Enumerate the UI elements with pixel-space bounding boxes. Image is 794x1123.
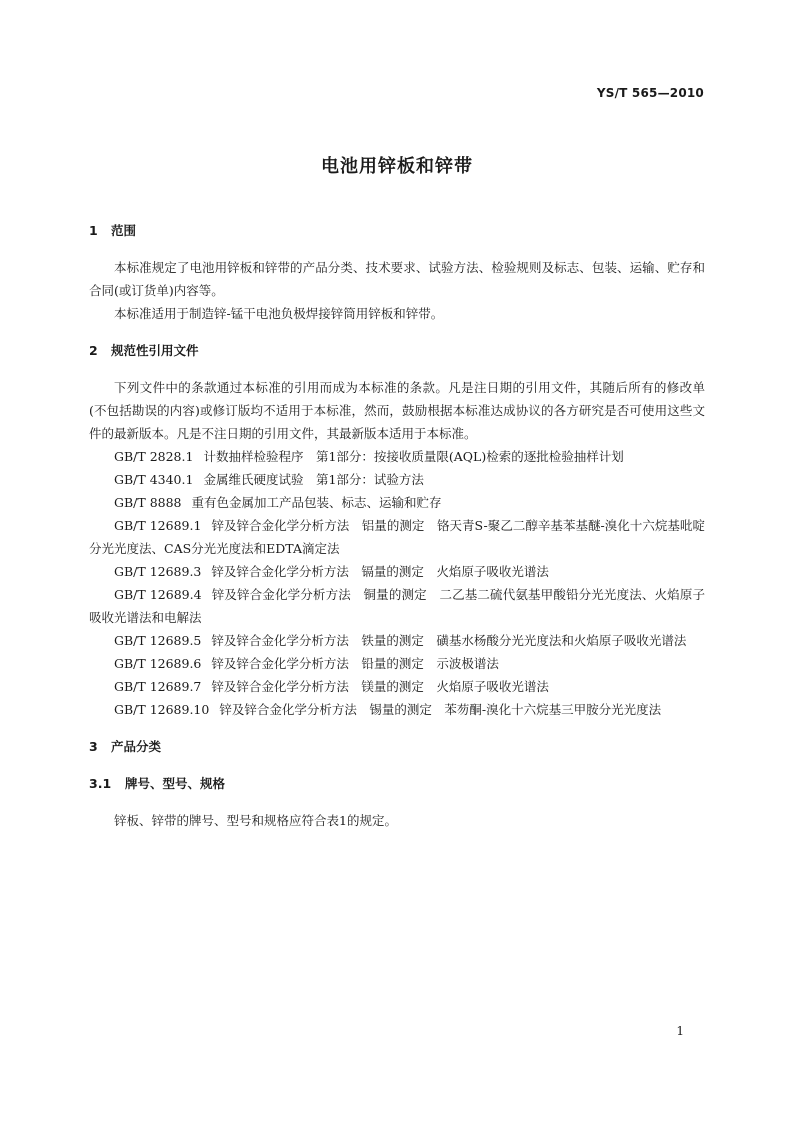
reference-title: 锌及锌合金化学分析方法 锡量的测定 苯芴酮-溴化十六烷基三甲胺分光光度法: [219, 702, 662, 717]
reference-code: GB/T 4340.1: [114, 472, 194, 487]
paragraph: 锌板、锌带的牌号、型号和规格应符合表1的规定。: [114, 813, 397, 828]
reference-title: 锌及锌合金化学分析方法 铝量的测定 铬天青S-聚乙二醇辛基苯基醚-溴化十六烷基吡啶分光光度法、CAS分光光度法和EDTA滴定法: [89, 518, 705, 556]
standard-number: YS/T 565—2010: [596, 86, 704, 100]
reference-code: GB/T 8888: [114, 495, 182, 510]
subsection-heading: [89, 772, 705, 795]
section-heading-scope: [89, 219, 705, 242]
reference-item: [89, 675, 705, 698]
reference-item: [89, 514, 705, 560]
reference-item: [89, 445, 705, 468]
reference-title: 金属维氏硬度试验 第1部分：试验方法: [203, 472, 424, 487]
reference-code: GB/T 12689.7: [114, 679, 202, 694]
section-title: 产品分类: [111, 739, 162, 754]
subsection-title: 牌号、型号、规格: [125, 776, 226, 791]
reference-item: [89, 629, 705, 652]
reference-item: [89, 491, 705, 514]
section-heading-product-classification: [89, 735, 705, 758]
document-title: 电池用锌板和锌带: [321, 156, 473, 177]
reference-code: GB/T 12689.1: [114, 518, 202, 533]
paragraph: 本标准规定了电池用锌板和锌带的产品分类、技术要求、试验方法、检验规则及标志、包装、运输、贮存和合同(或订货单)内容等。: [89, 260, 705, 298]
reference-item: [89, 560, 705, 583]
reference-code: GB/T 12689.3: [114, 564, 202, 579]
reference-item: [89, 583, 705, 629]
section-number: 1: [89, 223, 98, 238]
section-title: 规范性引用文件: [111, 343, 199, 358]
reference-title: 锌及锌合金化学分析方法 镉量的测定 火焰原子吸收光谱法: [211, 564, 549, 579]
reference-code: GB/T 12689.6: [114, 656, 202, 671]
reference-title: 计数抽样检验程序 第1部分：按接收质量限(AQL)检索的逐批检验抽样计划: [203, 449, 624, 464]
reference-title: 锌及锌合金化学分析方法 铅量的测定 示波极谱法: [211, 656, 499, 671]
reference-item: [89, 698, 705, 721]
reference-item: [89, 468, 705, 491]
reference-title: 锌及锌合金化学分析方法 镁量的测定 火焰原子吸收光谱法: [211, 679, 549, 694]
reference-list: [89, 445, 705, 721]
subsection-number: 3.1: [89, 776, 112, 791]
reference-code: GB/T 12689.5: [114, 633, 202, 648]
section-title: 范围: [111, 223, 137, 238]
paragraph: 下列文件中的条款通过本标准的引用而成为本标准的条款。凡是注日期的引用文件，其随后所有的修改单(不包括勘误的内容)或修订版均不适用于本标准，然而，鼓励根据本标准达成协议的各方研究是否可使用这些文件的最新版本。凡是不注日期的引用文件，其最新版本适用于本标准。: [89, 380, 705, 441]
document-body: [89, 219, 705, 832]
reference-item: [89, 652, 705, 675]
reference-code: GB/T 2828.1: [114, 449, 194, 464]
reference-code: GB/T 12689.4: [114, 587, 202, 602]
paragraph: 本标准适用于制造锌-锰干电池负极焊接锌筒用锌板和锌带。: [114, 306, 444, 321]
section-number: 3: [89, 739, 98, 754]
reference-title: 锌及锌合金化学分析方法 铜量的测定 二乙基二硫代氨基甲酸铅分光光度法、火焰原子吸收光谱法和电解法: [89, 587, 705, 625]
reference-title: 重有色金属加工产品包装、标志、运输和贮存: [191, 495, 442, 510]
reference-title: 锌及锌合金化学分析方法 铁量的测定 磺基水杨酸分光光度法和火焰原子吸收光谱法: [211, 633, 687, 648]
page-number: 1: [676, 1024, 684, 1038]
section-number: 2: [89, 343, 98, 358]
section-heading-normative-references: [89, 339, 705, 362]
reference-code: GB/T 12689.10: [114, 702, 210, 717]
